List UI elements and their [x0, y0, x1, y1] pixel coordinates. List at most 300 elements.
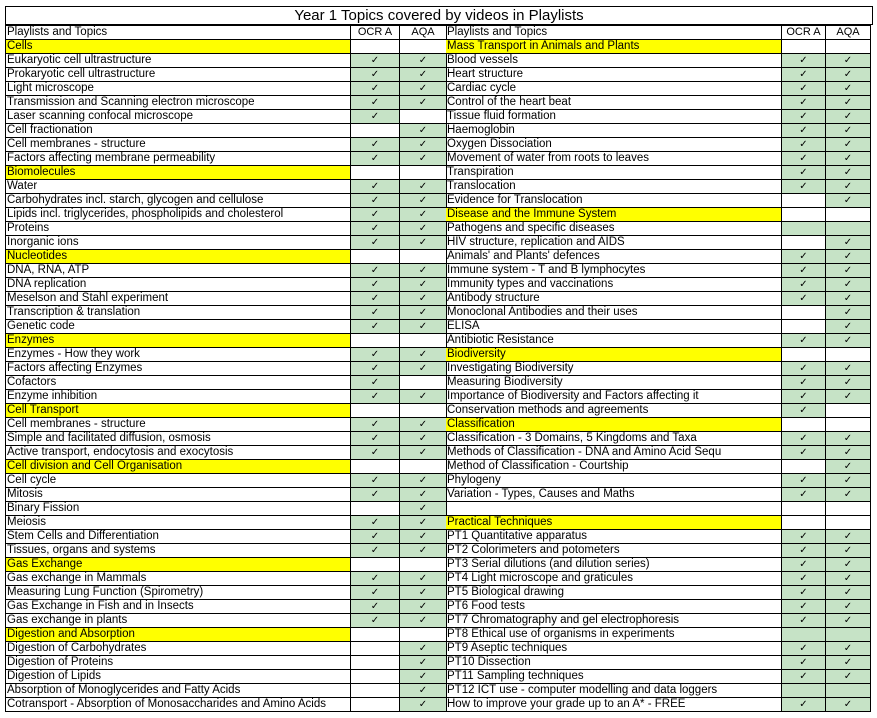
- aqa-check: ✓: [826, 474, 871, 488]
- ocr-check: [351, 460, 400, 474]
- topic-label: Absorption of Monoglycerides and Fatty Acids: [6, 684, 351, 698]
- aqa-check: ✓: [400, 152, 447, 166]
- ocr-check: ✓: [782, 180, 826, 194]
- right-table: [446, 25, 871, 712]
- table-row: [446, 474, 871, 488]
- table-row: [6, 292, 447, 306]
- aqa-check: ✓: [826, 180, 871, 194]
- ocr-check: [351, 684, 400, 698]
- aqa-check: ✓: [400, 544, 447, 558]
- table-row: [6, 152, 447, 166]
- table-row: [6, 684, 447, 698]
- aqa-check: [826, 348, 871, 362]
- header-row: [6, 25, 447, 40]
- section-title: Enzymes: [6, 334, 351, 348]
- ocr-check: [351, 642, 400, 656]
- table-row: [6, 320, 447, 334]
- topic-label: Cell cycle: [6, 474, 351, 488]
- table-row: [446, 502, 871, 516]
- ocr-check: ✓: [782, 54, 826, 68]
- table-row: [446, 390, 871, 404]
- aqa-check: ✓: [400, 180, 447, 194]
- aqa-check: [400, 404, 447, 418]
- table-row: [446, 306, 871, 320]
- table-row: [446, 656, 871, 670]
- table-row: [446, 264, 871, 278]
- table-row: [6, 306, 447, 320]
- ocr-check: ✓: [782, 530, 826, 544]
- ocr-check: ✓: [782, 474, 826, 488]
- ocr-check: ✓: [351, 278, 400, 292]
- topic-label: Gas Exchange in Fish and in Insects: [6, 600, 351, 614]
- aqa-check: [400, 166, 447, 180]
- topic-label: Classification - 3 Domains, 5 Kingdoms and Taxa: [446, 432, 782, 446]
- aqa-check: ✓: [826, 670, 871, 684]
- ocr-check: ✓: [782, 110, 826, 124]
- ocr-check: [351, 250, 400, 264]
- topic-label: Methods of Classification - DNA and Amino Acid Sequ: [446, 446, 782, 460]
- table-row: [446, 670, 871, 684]
- aqa-check: ✓: [826, 544, 871, 558]
- topic-label: ELISA: [446, 320, 782, 334]
- ocr-check: ✓: [351, 236, 400, 250]
- topic-label: Mitosis: [6, 488, 351, 502]
- section-title: Cell Transport: [6, 404, 351, 418]
- section-title: Cells: [6, 40, 351, 54]
- aqa-check: ✓: [826, 68, 871, 82]
- ocr-check: [351, 334, 400, 348]
- topic-label: PT7 Chromatography and gel electrophoresis: [446, 614, 782, 628]
- ocr-check: ✓: [351, 488, 400, 502]
- ocr-check: ✓: [351, 362, 400, 376]
- topic-label: [446, 502, 782, 516]
- ocr-check: [782, 460, 826, 474]
- topic-label: Haemoglobin: [446, 124, 782, 138]
- table-row: [446, 320, 871, 334]
- ocr-check: ✓: [351, 320, 400, 334]
- topic-label: Active transport, endocytosis and exocytosis: [6, 446, 351, 460]
- table-row: [446, 698, 871, 712]
- table-row: [446, 110, 871, 124]
- ocr-check: ✓: [351, 68, 400, 82]
- table-row: [6, 586, 447, 600]
- ocr-check: ✓: [351, 544, 400, 558]
- aqa-check: [826, 502, 871, 516]
- aqa-check: [826, 222, 871, 236]
- topic-label: PT11 Sampling techniques: [446, 670, 782, 684]
- ocr-check: ✓: [782, 264, 826, 278]
- topic-label: Control of the heart beat: [446, 96, 782, 110]
- aqa-check: ✓: [400, 124, 447, 138]
- aqa-check: ✓: [400, 306, 447, 320]
- aqa-check: ✓: [826, 460, 871, 474]
- aqa-check: ✓: [400, 418, 447, 432]
- ocr-check: [351, 656, 400, 670]
- ocr-check: ✓: [782, 614, 826, 628]
- section-header-row: [6, 40, 447, 54]
- aqa-check: ✓: [826, 614, 871, 628]
- ocr-check: [351, 404, 400, 418]
- ocr-check: [782, 208, 826, 222]
- topic-label: PT8 Ethical use of organisms in experiments: [446, 628, 782, 642]
- topic-label: How to improve your grade up to an A* - FREE: [446, 698, 782, 712]
- section-header-row: [6, 166, 447, 180]
- ocr-check: ✓: [782, 138, 826, 152]
- table-row: [6, 362, 447, 376]
- section-header-row: [6, 460, 447, 474]
- section-header-row: [446, 348, 871, 362]
- aqa-check: [400, 628, 447, 642]
- aqa-check: ✓: [400, 432, 447, 446]
- ocr-check: [782, 502, 826, 516]
- section-header-row: [446, 516, 871, 530]
- topic-label: Cell membranes - structure: [6, 138, 351, 152]
- table-row: [446, 124, 871, 138]
- header-row: [446, 25, 871, 40]
- topic-label: DNA, RNA, ATP: [6, 264, 351, 278]
- topic-label: Cofactors: [6, 376, 351, 390]
- aqa-check: ✓: [826, 96, 871, 110]
- topic-label: Stem Cells and Differentiation: [6, 530, 351, 544]
- topic-label: Animals' and Plants' defences: [446, 250, 782, 264]
- ocr-check: ✓: [782, 446, 826, 460]
- left-table: [5, 25, 447, 712]
- topic-label: Oxygen Dissociation: [446, 138, 782, 152]
- topic-label: Inorganic ions: [6, 236, 351, 250]
- section-title: Nucleotides: [6, 250, 351, 264]
- ocr-check: ✓: [351, 390, 400, 404]
- topic-label: Blood vessels: [446, 54, 782, 68]
- ocr-check: [782, 418, 826, 432]
- topic-label: Antibody structure: [446, 292, 782, 306]
- section-header-row: [6, 404, 447, 418]
- aqa-check: ✓: [400, 586, 447, 600]
- table-row: [446, 362, 871, 376]
- topic-label: Prokaryotic cell ultrastructure: [6, 68, 351, 82]
- table-row: [446, 278, 871, 292]
- table-row: [6, 376, 447, 390]
- aqa-check: ✓: [400, 278, 447, 292]
- section-header-row: [446, 418, 871, 432]
- section-header-row: [6, 558, 447, 572]
- topic-label: PT4 Light microscope and graticules: [446, 572, 782, 586]
- header-ocr: OCR A: [351, 26, 400, 40]
- aqa-check: ✓: [826, 138, 871, 152]
- aqa-check: ✓: [400, 614, 447, 628]
- table-row: [446, 488, 871, 502]
- aqa-check: ✓: [826, 446, 871, 460]
- section-title: Classification: [446, 418, 782, 432]
- section-header-row: [6, 334, 447, 348]
- topic-label: Method of Classification - Courtship: [446, 460, 782, 474]
- section-header-row: [6, 628, 447, 642]
- topic-label: Variation - Types, Causes and Maths: [446, 488, 782, 502]
- table-row: [446, 334, 871, 348]
- ocr-check: ✓: [351, 446, 400, 460]
- table-row: [446, 684, 871, 698]
- topic-label: Cardiac cycle: [446, 82, 782, 96]
- table-row: [446, 96, 871, 110]
- topic-label: Transmission and Scanning electron microscope: [6, 96, 351, 110]
- aqa-check: ✓: [826, 82, 871, 96]
- topic-label: Cell membranes - structure: [6, 418, 351, 432]
- aqa-check: [826, 40, 871, 54]
- aqa-check: ✓: [400, 502, 447, 516]
- table-row: [6, 138, 447, 152]
- table-row: [6, 54, 447, 68]
- table-row: [6, 236, 447, 250]
- table-row: [446, 642, 871, 656]
- ocr-check: ✓: [351, 54, 400, 68]
- aqa-check: ✓: [826, 432, 871, 446]
- topic-label: Digestion of Lipids: [6, 670, 351, 684]
- table-row: [6, 474, 447, 488]
- ocr-check: ✓: [351, 180, 400, 194]
- ocr-check: ✓: [351, 614, 400, 628]
- header-aqa: AQA: [826, 26, 871, 40]
- table-row: [6, 432, 447, 446]
- topic-label: PT10 Dissection: [446, 656, 782, 670]
- ocr-check: ✓: [782, 82, 826, 96]
- table-row: [6, 68, 447, 82]
- table-row: [446, 376, 871, 390]
- topic-label: Phylogeny: [446, 474, 782, 488]
- ocr-check: ✓: [782, 558, 826, 572]
- aqa-check: ✓: [826, 572, 871, 586]
- header-topic: Playlists and Topics: [6, 26, 351, 40]
- table-row: [6, 194, 447, 208]
- ocr-check: ✓: [782, 124, 826, 138]
- table-row: [6, 82, 447, 96]
- ocr-check: ✓: [351, 264, 400, 278]
- aqa-check: ✓: [400, 54, 447, 68]
- aqa-check: ✓: [400, 236, 447, 250]
- aqa-check: ✓: [400, 656, 447, 670]
- aqa-check: ✓: [400, 96, 447, 110]
- topic-label: Enzyme inhibition: [6, 390, 351, 404]
- aqa-check: ✓: [826, 334, 871, 348]
- table-row: [446, 572, 871, 586]
- aqa-check: ✓: [826, 656, 871, 670]
- aqa-check: ✓: [400, 348, 447, 362]
- aqa-check: ✓: [400, 292, 447, 306]
- ocr-check: ✓: [351, 432, 400, 446]
- aqa-check: ✓: [400, 670, 447, 684]
- topic-label: PT12 ICT use - computer modelling and data loggers: [446, 684, 782, 698]
- aqa-check: ✓: [826, 390, 871, 404]
- topic-label: PT6 Food tests: [446, 600, 782, 614]
- topic-label: Pathogens and specific diseases: [446, 222, 782, 236]
- aqa-check: [826, 208, 871, 222]
- ocr-check: ✓: [782, 166, 826, 180]
- aqa-check: ✓: [400, 572, 447, 586]
- ocr-check: [782, 684, 826, 698]
- ocr-check: [782, 222, 826, 236]
- header-topic: Playlists and Topics: [446, 26, 782, 40]
- topic-label: PT1 Quantitative apparatus: [446, 530, 782, 544]
- section-header-row: [446, 40, 871, 54]
- aqa-check: ✓: [826, 264, 871, 278]
- table-row: [6, 530, 447, 544]
- aqa-check: ✓: [400, 222, 447, 236]
- table-row: [446, 292, 871, 306]
- table-row: [446, 628, 871, 642]
- aqa-check: ✓: [826, 110, 871, 124]
- ocr-check: ✓: [351, 306, 400, 320]
- topic-label: Factors affecting membrane permeability: [6, 152, 351, 166]
- ocr-check: ✓: [351, 292, 400, 306]
- topic-label: Transpiration: [446, 166, 782, 180]
- aqa-check: ✓: [826, 642, 871, 656]
- table-row: [446, 460, 871, 474]
- aqa-check: ✓: [826, 362, 871, 376]
- aqa-check: ✓: [826, 236, 871, 250]
- aqa-check: ✓: [826, 558, 871, 572]
- aqa-check: ✓: [400, 684, 447, 698]
- table-row: [446, 68, 871, 82]
- topic-label: Meiosis: [6, 516, 351, 530]
- ocr-check: ✓: [351, 376, 400, 390]
- table-row: [6, 516, 447, 530]
- ocr-check: ✓: [351, 572, 400, 586]
- table-row: [6, 600, 447, 614]
- aqa-check: ✓: [400, 642, 447, 656]
- ocr-check: ✓: [782, 362, 826, 376]
- table-row: [6, 544, 447, 558]
- ocr-check: ✓: [782, 278, 826, 292]
- aqa-check: [400, 558, 447, 572]
- topic-label: Evidence for Translocation: [446, 194, 782, 208]
- ocr-check: ✓: [351, 194, 400, 208]
- ocr-check: ✓: [782, 586, 826, 600]
- aqa-check: [826, 684, 871, 698]
- ocr-check: ✓: [782, 250, 826, 264]
- topic-label: Antibiotic Resistance: [446, 334, 782, 348]
- topic-label: PT9 Aseptic techniques: [446, 642, 782, 656]
- topic-label: Cotransport - Absorption of Monosaccharides and Amino Acids: [6, 698, 351, 712]
- aqa-check: ✓: [400, 68, 447, 82]
- topic-label: PT5 Biological drawing: [446, 586, 782, 600]
- ocr-check: ✓: [351, 600, 400, 614]
- ocr-check: ✓: [782, 292, 826, 306]
- table-row: [6, 110, 447, 124]
- ocr-check: ✓: [351, 138, 400, 152]
- table-row: [446, 614, 871, 628]
- table-row: [6, 698, 447, 712]
- aqa-check: [400, 460, 447, 474]
- section-header-row: [6, 250, 447, 264]
- ocr-check: ✓: [782, 376, 826, 390]
- ocr-check: [351, 124, 400, 138]
- topic-label: Gas exchange in plants: [6, 614, 351, 628]
- table-row: [6, 390, 447, 404]
- aqa-check: [400, 250, 447, 264]
- table-row: [446, 166, 871, 180]
- table-row: [446, 544, 871, 558]
- aqa-check: ✓: [826, 124, 871, 138]
- table-row: [6, 446, 447, 460]
- topic-label: Measuring Lung Function (Spirometry): [6, 586, 351, 600]
- topic-label: Digestion of Carbohydrates: [6, 642, 351, 656]
- aqa-check: [400, 334, 447, 348]
- aqa-check: ✓: [826, 166, 871, 180]
- table-row: [6, 208, 447, 222]
- section-title: Mass Transport in Animals and Plants: [446, 40, 782, 54]
- topic-label: Laser scanning confocal microscope: [6, 110, 351, 124]
- aqa-check: ✓: [826, 376, 871, 390]
- ocr-check: ✓: [782, 404, 826, 418]
- aqa-check: ✓: [400, 138, 447, 152]
- table-row: [446, 404, 871, 418]
- ocr-check: [782, 320, 826, 334]
- aqa-check: ✓: [826, 586, 871, 600]
- ocr-check: ✓: [782, 600, 826, 614]
- topic-label: Immune system - T and B lymphocytes: [446, 264, 782, 278]
- aqa-check: ✓: [826, 306, 871, 320]
- section-title: Digestion and Absorption: [6, 628, 351, 642]
- ocr-check: ✓: [351, 110, 400, 124]
- aqa-check: ✓: [400, 530, 447, 544]
- aqa-check: ✓: [826, 530, 871, 544]
- topic-label: Measuring Biodiversity: [446, 376, 782, 390]
- topic-label: Heart structure: [446, 68, 782, 82]
- aqa-check: ✓: [400, 362, 447, 376]
- topic-label: PT2 Colorimeters and potometers: [446, 544, 782, 558]
- ocr-check: [782, 628, 826, 642]
- topic-label: Transcription & translation: [6, 306, 351, 320]
- ocr-check: [782, 516, 826, 530]
- header-aqa: AQA: [400, 26, 447, 40]
- section-title: Biomolecules: [6, 166, 351, 180]
- aqa-check: [826, 404, 871, 418]
- aqa-check: [826, 516, 871, 530]
- ocr-check: ✓: [351, 516, 400, 530]
- topic-label: HIV structure, replication and AIDS: [446, 236, 782, 250]
- topic-label: Importance of Biodiversity and Factors affecting it: [446, 390, 782, 404]
- table-row: [446, 236, 871, 250]
- topic-label: Movement of water from roots to leaves: [446, 152, 782, 166]
- ocr-check: [351, 628, 400, 642]
- section-title: Practical Techniques: [446, 516, 782, 530]
- topic-label: Cell fractionation: [6, 124, 351, 138]
- aqa-check: [826, 628, 871, 642]
- ocr-check: ✓: [782, 544, 826, 558]
- ocr-check: ✓: [782, 152, 826, 166]
- section-title: Gas Exchange: [6, 558, 351, 572]
- topic-label: Tissue fluid formation: [446, 110, 782, 124]
- table-row: [6, 124, 447, 138]
- aqa-check: ✓: [826, 54, 871, 68]
- table-row: [446, 558, 871, 572]
- aqa-check: ✓: [826, 250, 871, 264]
- ocr-check: ✓: [782, 68, 826, 82]
- table-row: [6, 642, 447, 656]
- ocr-check: ✓: [351, 96, 400, 110]
- ocr-check: ✓: [782, 390, 826, 404]
- ocr-check: [351, 40, 400, 54]
- topic-label: Proteins: [6, 222, 351, 236]
- aqa-check: ✓: [400, 474, 447, 488]
- table-row: [6, 418, 447, 432]
- section-title: Disease and the Immune System: [446, 208, 782, 222]
- aqa-check: [826, 418, 871, 432]
- spreadsheet: [5, 6, 873, 715]
- topic-label: PT3 Serial dilutions (and dilution series): [446, 558, 782, 572]
- aqa-check: ✓: [400, 264, 447, 278]
- sheet-title: Year 1 Topics covered by videos in Playlists: [5, 6, 873, 25]
- table-row: [446, 530, 871, 544]
- topic-label: Conservation methods and agreements: [446, 404, 782, 418]
